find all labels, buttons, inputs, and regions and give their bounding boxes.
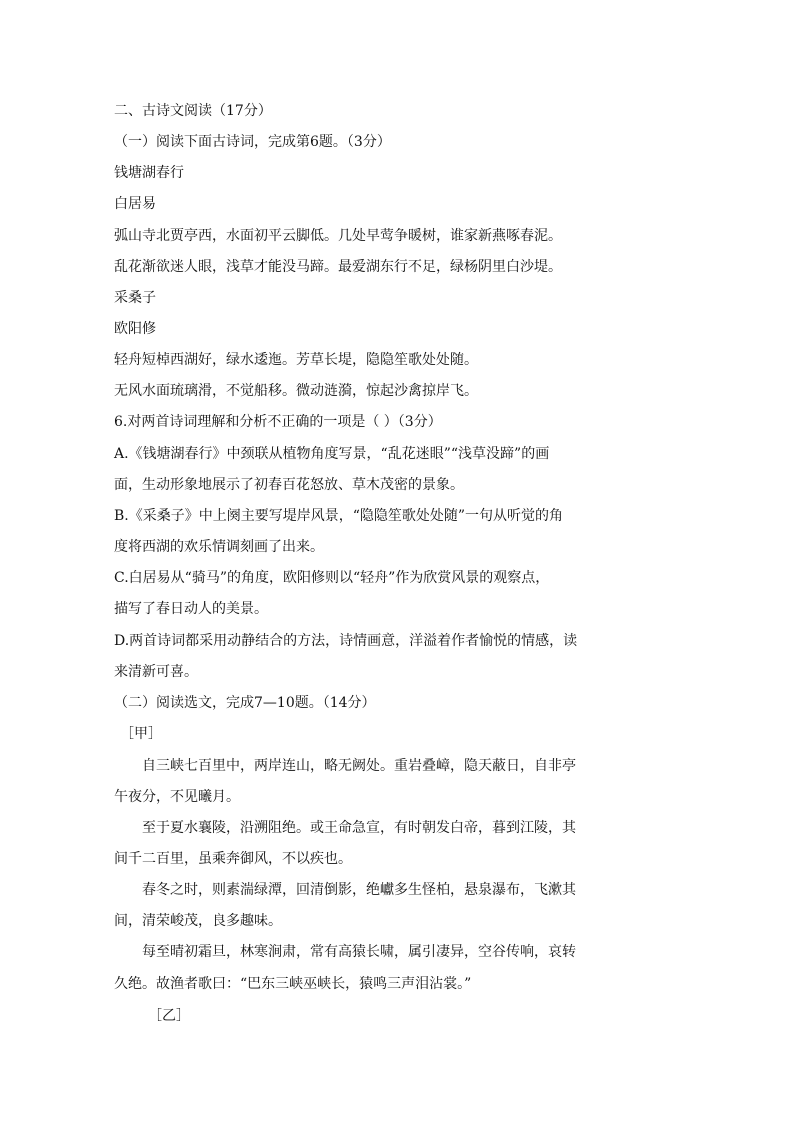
option-d-line-1: D.两首诗词都采用动静结合的方法，诗情画意，洋溢着作者愉悦的情感，读 bbox=[114, 633, 578, 649]
passage-yi-label: ［乙］ bbox=[148, 1008, 190, 1024]
poem2-line-2: 无风水面琉璃滑，不觉船移。微动涟漪，惊起沙禽掠岸飞。 bbox=[114, 383, 478, 399]
question-6: 6.对两首诗词理解和分析不正确的一项是（ ）（3分） bbox=[114, 414, 442, 430]
poem2-title: 采桑子 bbox=[114, 290, 156, 306]
passage-jia-line-3: 至于夏水襄陵，沿溯阻绝。或王命急宣，有时朝发白帝，暮到江陵，其 bbox=[142, 820, 576, 836]
part1-instruction: （一）阅读下面古诗词，完成第6题。（3分） bbox=[114, 134, 391, 150]
poem2-line-1: 轻舟短棹西湖好，绿水逶迤。芳草长堤，隐隐笙歌处处随。 bbox=[114, 352, 478, 368]
poem1-author: 白居易 bbox=[114, 196, 156, 212]
option-d-line-2: 来清新可喜。 bbox=[114, 664, 198, 680]
option-c-line-1: C.白居易从“骑马”的角度，欧阳修则以“轻舟”作为欣赏风景的观察点， bbox=[114, 570, 550, 586]
option-b-line-1: B.《采桑子》中上阕主要写堤岸风景，“隐隐笙歌处处随”一句从听觉的角 bbox=[114, 508, 564, 524]
passage-jia-label: ［甲］ bbox=[120, 726, 162, 742]
poem1-line-2: 乱花渐欲迷人眼，浅草才能没马蹄。最爱湖东行不足，绿杨阴里白沙堤。 bbox=[114, 259, 562, 275]
poem1-title: 钱塘湖春行 bbox=[114, 165, 184, 181]
passage-jia-line-2: 午夜分，不见曦月。 bbox=[114, 789, 240, 805]
section-title: 二、古诗文阅读（17分） bbox=[114, 103, 272, 119]
passage-jia-line-1: 自三峡七百里中，两岸连山，略无阙处。重岩叠嶂，隐天蔽日，自非亭 bbox=[142, 758, 576, 774]
option-c-line-2: 描写了春日动人的美景。 bbox=[114, 601, 268, 617]
passage-jia-line-6: 间，清荣峻茂，良多趣味。 bbox=[114, 913, 282, 929]
passage-jia-line-5: 春冬之时，则素湍绿潭，回清倒影，绝巘多生怪柏，悬泉瀑布，飞漱其 bbox=[142, 882, 576, 898]
option-b-line-2: 度将西湖的欢乐情调刻画了出来。 bbox=[114, 539, 324, 555]
poem1-line-1: 弧山寺北贾亭西，水面初平云脚低。几处早莺争暖树，谁家新燕啄春泥。 bbox=[114, 228, 562, 244]
poem2-author: 欧阳修 bbox=[114, 321, 156, 337]
option-a-line-1: A.《钱塘湖春行》中颈联从植物角度写景，“乱花迷眼”“浅草没蹄”的画 bbox=[114, 446, 550, 462]
option-a-line-2: 面，生动形象地展示了初春百花怒放、草木茂密的景象。 bbox=[114, 477, 464, 493]
passage-jia-line-4: 间千二百里，虽乘奔御风，不以疾也。 bbox=[114, 851, 352, 867]
passage-jia-line-7: 每至晴初霜旦，林寒涧肃，常有高猿长啸，属引凄异，空谷传响，哀转 bbox=[142, 944, 576, 960]
passage-jia-line-8: 久绝。故渔者歌曰：“巴东三峡巫峡长，猿鸣三声泪沾裳。” bbox=[114, 976, 472, 992]
part2-instruction: （二）阅读选文，完成7—10题。（14分） bbox=[114, 695, 376, 711]
